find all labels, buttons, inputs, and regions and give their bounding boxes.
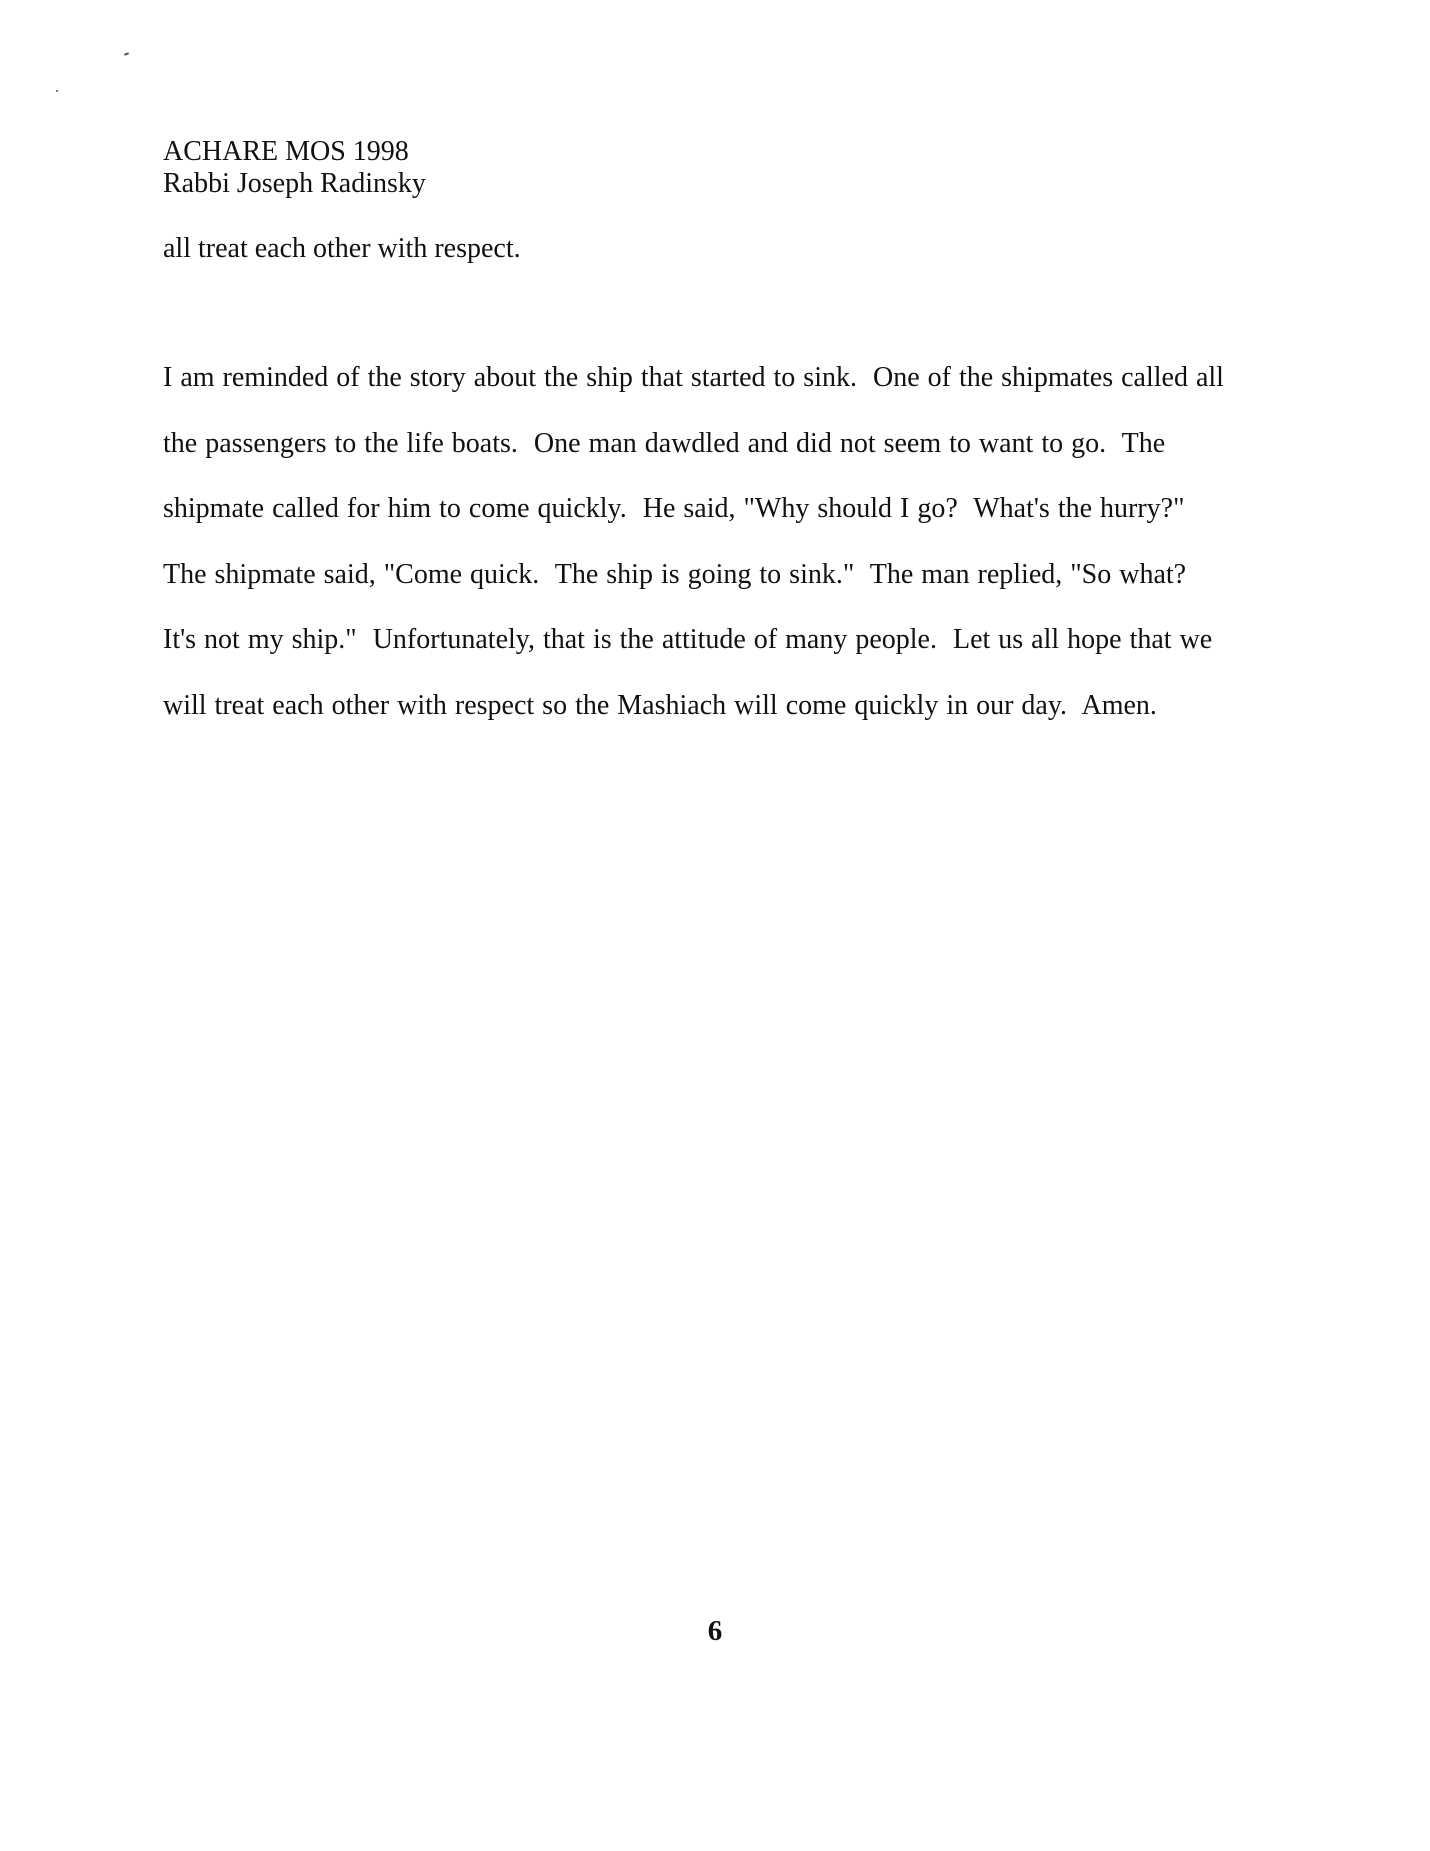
paragraph-line: shipmate called for him to come quickly. He said, "Why should I go? What's the hurry?"	[163, 493, 1185, 524]
body-paragraph	[163, 362, 1283, 755]
document-title: ACHARE MOS 1998	[163, 136, 409, 167]
document-author: Rabbi Joseph Radinsky	[163, 168, 426, 199]
paragraph-line: the passengers to the life boats. One man dawdled and did not seem to want to go. The	[163, 427, 1166, 459]
scan-speck	[124, 52, 129, 56]
paragraph-line: I am reminded of the story about the ship that started to sink. One of the shipmates called all	[163, 362, 1224, 393]
document-header	[163, 136, 426, 200]
paragraph-line: It's not my ship." Unfortunately, that is the attitude of many people. Let us all hope that we	[163, 624, 1213, 655]
carryover-text: all treat each other with respect.	[163, 233, 521, 264]
scan-speck	[56, 90, 58, 92]
page-number: 6	[707, 1615, 723, 1647]
paragraph-line: The shipmate said, "Come quick. The ship is going to sink." The man replied, "So what?	[163, 558, 1187, 590]
paragraph-line: will treat each other with respect so the Mashiach will come quickly in our day. Amen.	[163, 689, 1157, 721]
